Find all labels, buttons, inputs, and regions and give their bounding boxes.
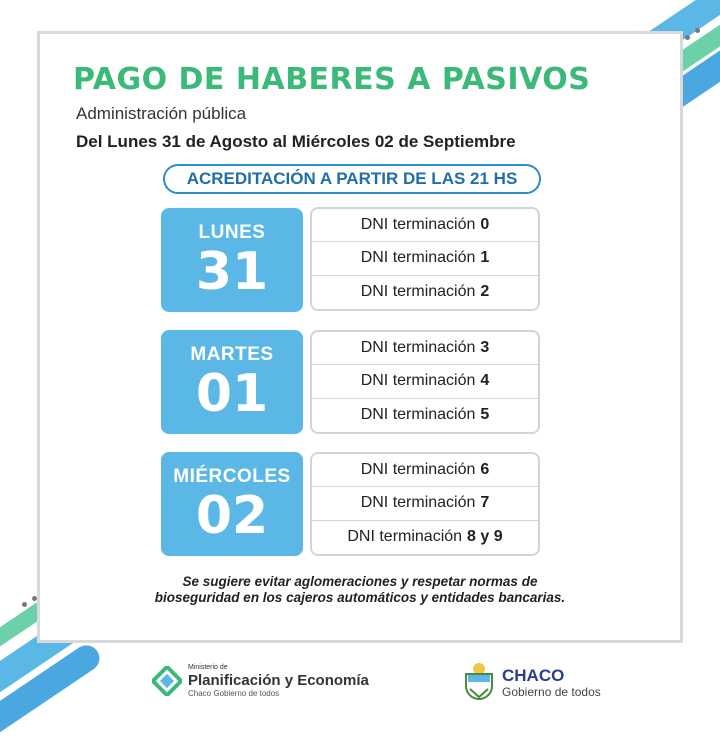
date-range: Del Lunes 31 de Agosto al Miércoles 02 de Septiembre [76, 132, 516, 151]
subtitle: Administración pública [76, 104, 247, 123]
dni-list-miercoles [310, 452, 540, 556]
dni-list-lunes [310, 207, 540, 311]
biosafety-note: Se sugiere evitar aglomeraciones y respetar normas de bioseguridad en los cajeros automáticos y entidades bancarias. [154, 574, 566, 605]
dni-row: DNI terminación 8 y 9 [347, 528, 503, 546]
ministry-diamond-icon [152, 666, 182, 696]
ministry-logo [152, 664, 369, 698]
ministry-name: Planificación y Economía [188, 672, 369, 689]
page-title: PAGO DE HABERES A PASIVOS [73, 62, 591, 97]
day-number: 01 [195, 364, 269, 424]
dni-row: DNI terminación 0 [312, 209, 538, 242]
dni-row: DNI terminación 3 [312, 332, 538, 365]
ministry-sub: Chaco Gobierno de todos [188, 689, 280, 698]
gov-sub: Gobierno de todos [502, 684, 601, 699]
chaco-logo [462, 662, 601, 702]
day-number: 31 [195, 242, 269, 302]
day-name: MARTES [190, 344, 274, 365]
day-box-lunes [161, 208, 303, 312]
ministry-small: Ministerio de [188, 664, 228, 671]
accreditation-notice: ACREDITACIÓN A PARTIR DE LAS 21 HS [163, 164, 541, 194]
dni-row: DNI terminación 2 [360, 283, 490, 301]
dni-row: DNI terminación 5 [360, 406, 490, 424]
dni-row: DNI terminación 1 [312, 242, 538, 275]
day-box-martes [161, 330, 303, 434]
day-box-miercoles [161, 452, 303, 556]
dni-row: DNI terminación 6 [312, 454, 538, 487]
day-name: MIÉRCOLES [173, 466, 291, 487]
day-number: 02 [195, 486, 269, 546]
dni-row: DNI terminación 4 [312, 365, 538, 398]
dni-row: DNI terminación 7 [312, 487, 538, 520]
gov-name: CHACO [502, 665, 565, 685]
day-name: LUNES [198, 222, 266, 243]
chaco-shield-icon [462, 662, 496, 702]
dni-list-martes [310, 330, 540, 434]
